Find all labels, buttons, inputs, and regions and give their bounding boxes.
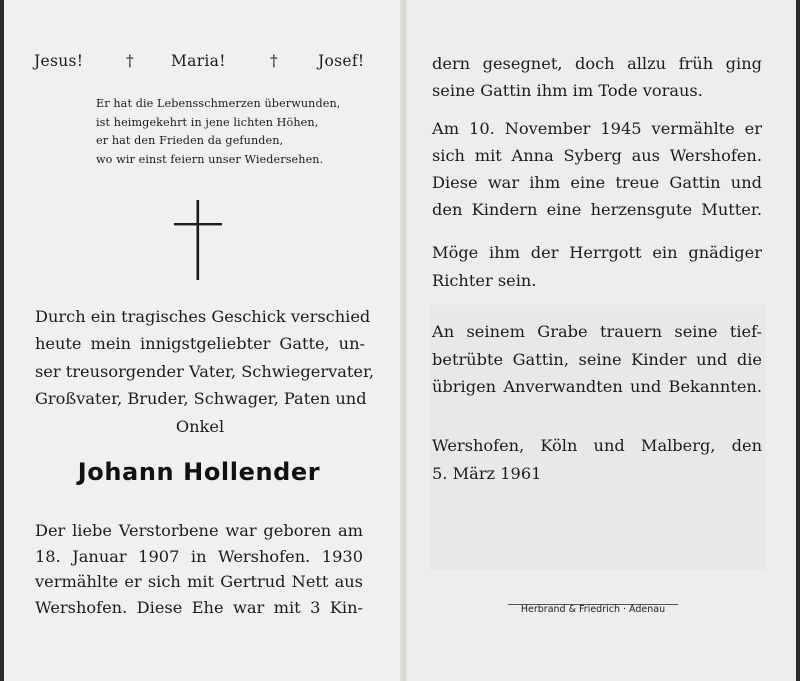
text-line: seine Gattin ihm im Tode voraus.	[432, 81, 703, 100]
deceased-name: Johann Hollender	[77, 458, 321, 486]
scan-edge-right	[796, 0, 800, 681]
poem-line: wo wir einst feiern unser Wiedersehen.	[96, 152, 324, 166]
text-line: sich mit Anna Syberg aus Wershofen.	[432, 146, 762, 165]
text-line: Durch ein tragisches Geschick verschied	[35, 307, 371, 326]
text-line: ser treusorgender Vater, Schwiegervater,	[35, 361, 375, 381]
text-line: 5. März 1961	[432, 464, 542, 483]
text-line: den Kindern eine herzensgute Mutter.	[432, 200, 762, 219]
text-line: Der liebe Verstorbene war geboren am	[35, 521, 363, 540]
text-line: übrigen Anverwandten und Bekannten.	[432, 377, 762, 396]
text-line: Wershofen. Diese Ehe war mit 3 Kin-	[35, 597, 363, 617]
header-josef: Josef!	[318, 52, 365, 70]
biography-right-1	[432, 50, 762, 104]
header-jesus: Jesus!	[34, 52, 84, 70]
text-line: heute mein innigstgeliebter Gatte, un-	[35, 334, 365, 354]
text-line: Richter sein.	[432, 271, 537, 290]
text-line: Onkel	[175, 416, 225, 436]
text-line: 18. Januar 1907 in Wershofen. 1930	[35, 546, 363, 566]
place-and-date	[432, 432, 762, 488]
text-line: Wershofen, Köln und Malberg, den	[432, 436, 762, 455]
text-line: vermählte er sich mit Gertrud Nett aus	[35, 572, 363, 592]
text-line: Diese war ihm eine treue Gattin und	[432, 173, 762, 192]
mourners	[432, 318, 762, 401]
text-line: betrübte Gattin, seine Kinder und die	[432, 349, 762, 369]
text-line: Möge ihm der Herrgott ein gnädiger	[432, 243, 762, 262]
poem-line: ist heimgekehrt in jene lichten Höhen,	[96, 115, 319, 129]
poem-line: Er hat die Lebensschmerzen überwunden,	[96, 97, 341, 110]
text-line: dern gesegnet, doch allzu früh ging	[432, 54, 762, 73]
text-line: An seinem Grabe trauern seine tief-	[432, 322, 762, 341]
text-line: Großvater, Bruder, Schwager, Paten und	[35, 389, 367, 409]
text-line: Am 10. November 1945 vermählte er	[432, 119, 762, 138]
poem	[96, 95, 376, 169]
header-maria: Maria!	[171, 52, 226, 70]
printer-imprint: Herbrand & Friedrich · Adenau	[520, 604, 666, 615]
biography-right-2	[432, 115, 762, 223]
biography-left	[35, 518, 363, 620]
prayer	[432, 239, 762, 295]
small-cross-icon: †	[270, 52, 279, 70]
death-announcement	[35, 303, 375, 440]
poem-line: er hat den Frieden da gefunden,	[96, 134, 284, 147]
small-cross-icon: †	[126, 52, 135, 70]
cross-icon	[174, 200, 222, 280]
